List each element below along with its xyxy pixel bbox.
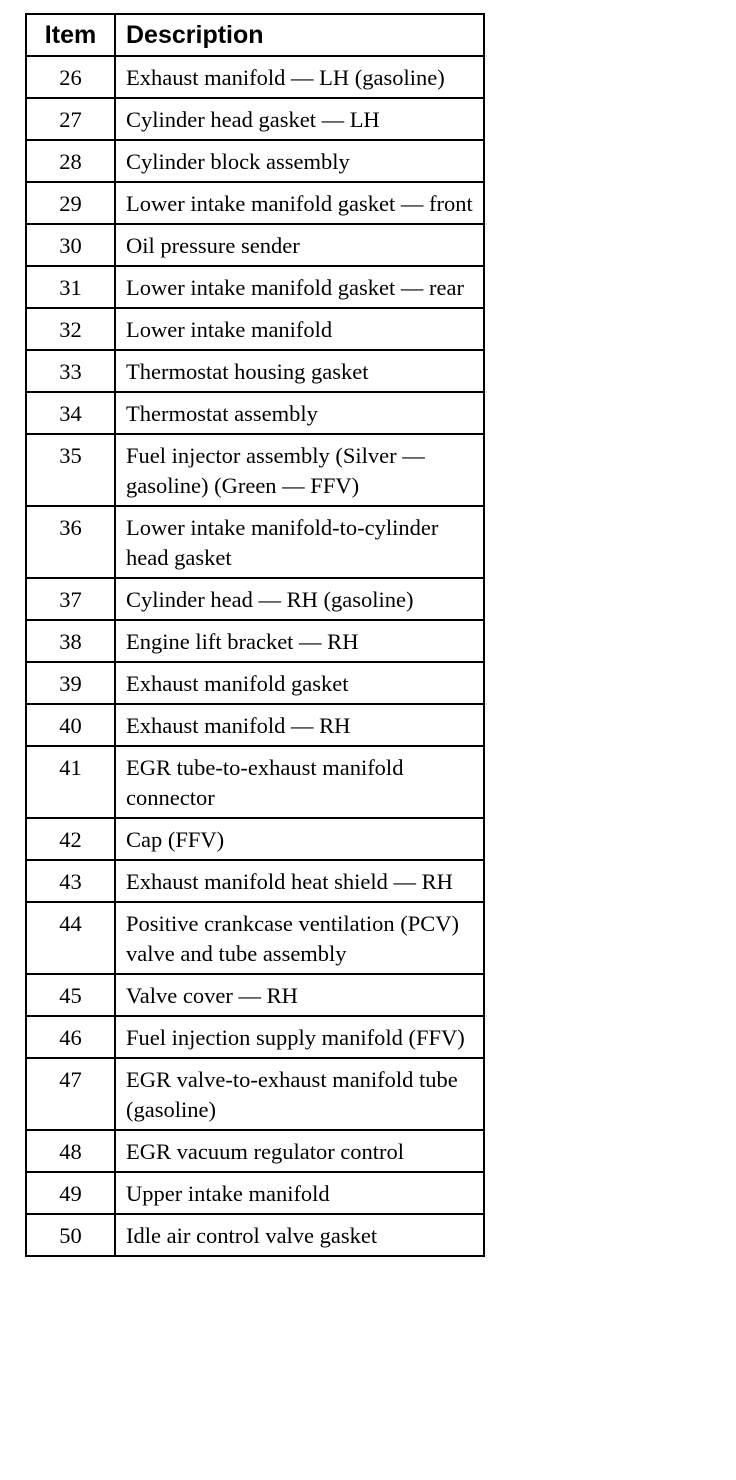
- table-body: [26, 56, 484, 1256]
- parts-table: [25, 13, 485, 1257]
- description-cell: Idle air control valve gasket: [115, 1214, 484, 1256]
- item-number-cell: 38: [26, 620, 115, 662]
- table-row: [26, 350, 484, 392]
- description-cell: EGR tube-to-exhaust manifold connector: [115, 746, 484, 818]
- item-number-cell: 46: [26, 1016, 115, 1058]
- table-row: [26, 140, 484, 182]
- table-row: [26, 506, 484, 578]
- item-number-cell: 50: [26, 1214, 115, 1256]
- item-number-cell: 27: [26, 98, 115, 140]
- item-number-cell: 43: [26, 860, 115, 902]
- description-cell: Lower intake manifold gasket — front: [115, 182, 484, 224]
- item-number-cell: 45: [26, 974, 115, 1016]
- table-row: [26, 1130, 484, 1172]
- item-column-header: Item: [26, 14, 115, 56]
- table-row: [26, 860, 484, 902]
- table-row: [26, 98, 484, 140]
- description-cell: Oil pressure sender: [115, 224, 484, 266]
- table-row: [26, 182, 484, 224]
- table-row: [26, 1016, 484, 1058]
- item-number-cell: 42: [26, 818, 115, 860]
- item-number-cell: 26: [26, 56, 115, 98]
- table-row: [26, 266, 484, 308]
- description-cell: Exhaust manifold — LH (gasoline): [115, 56, 484, 98]
- description-cell: Positive crankcase ventilation (PCV) valve and tube assembly: [115, 902, 484, 974]
- description-cell: Fuel injector assembly (Silver — gasoline) (Green — FFV): [115, 434, 484, 506]
- table-row: [26, 392, 484, 434]
- item-number-cell: 36: [26, 506, 115, 578]
- description-column-header: Description: [115, 14, 484, 56]
- description-cell: EGR valve-to-exhaust manifold tube (gasoline): [115, 1058, 484, 1130]
- description-cell: Upper intake manifold: [115, 1172, 484, 1214]
- description-cell: EGR vacuum regulator control: [115, 1130, 484, 1172]
- item-number-cell: 44: [26, 902, 115, 974]
- description-cell: Engine lift bracket — RH: [115, 620, 484, 662]
- table-row: [26, 974, 484, 1016]
- table-row: [26, 308, 484, 350]
- item-number-cell: 37: [26, 578, 115, 620]
- item-number-cell: 30: [26, 224, 115, 266]
- item-number-cell: 41: [26, 746, 115, 818]
- description-cell: Cylinder head gasket — LH: [115, 98, 484, 140]
- item-number-cell: 32: [26, 308, 115, 350]
- description-cell: Thermostat assembly: [115, 392, 484, 434]
- header-row: [26, 14, 484, 56]
- item-number-cell: 40: [26, 704, 115, 746]
- table-row: [26, 902, 484, 974]
- description-cell: Cylinder head — RH (gasoline): [115, 578, 484, 620]
- table-row: [26, 224, 484, 266]
- description-cell: Exhaust manifold heat shield — RH: [115, 860, 484, 902]
- item-number-cell: 48: [26, 1130, 115, 1172]
- description-cell: Lower intake manifold gasket — rear: [115, 266, 484, 308]
- table-row: [26, 434, 484, 506]
- description-cell: Fuel injection supply manifold (FFV): [115, 1016, 484, 1058]
- item-number-cell: 49: [26, 1172, 115, 1214]
- table-row: [26, 56, 484, 98]
- table-row: [26, 704, 484, 746]
- table-row: [26, 818, 484, 860]
- description-cell: Cylinder block assembly: [115, 140, 484, 182]
- item-number-cell: 34: [26, 392, 115, 434]
- description-cell: Valve cover — RH: [115, 974, 484, 1016]
- description-cell: Cap (FFV): [115, 818, 484, 860]
- description-cell: Exhaust manifold — RH: [115, 704, 484, 746]
- table-row: [26, 662, 484, 704]
- item-number-cell: 39: [26, 662, 115, 704]
- table-row: [26, 1058, 484, 1130]
- table-row: [26, 746, 484, 818]
- table-row: [26, 578, 484, 620]
- item-number-cell: 28: [26, 140, 115, 182]
- description-cell: Thermostat housing gasket: [115, 350, 484, 392]
- item-number-cell: 35: [26, 434, 115, 506]
- item-number-cell: 29: [26, 182, 115, 224]
- description-cell: Exhaust manifold gasket: [115, 662, 484, 704]
- item-number-cell: 47: [26, 1058, 115, 1130]
- item-number-cell: 33: [26, 350, 115, 392]
- description-cell: Lower intake manifold-to-cylinder head gasket: [115, 506, 484, 578]
- table-row: [26, 1172, 484, 1214]
- table-row: [26, 1214, 484, 1256]
- table-row: [26, 620, 484, 662]
- description-cell: Lower intake manifold: [115, 308, 484, 350]
- item-number-cell: 31: [26, 266, 115, 308]
